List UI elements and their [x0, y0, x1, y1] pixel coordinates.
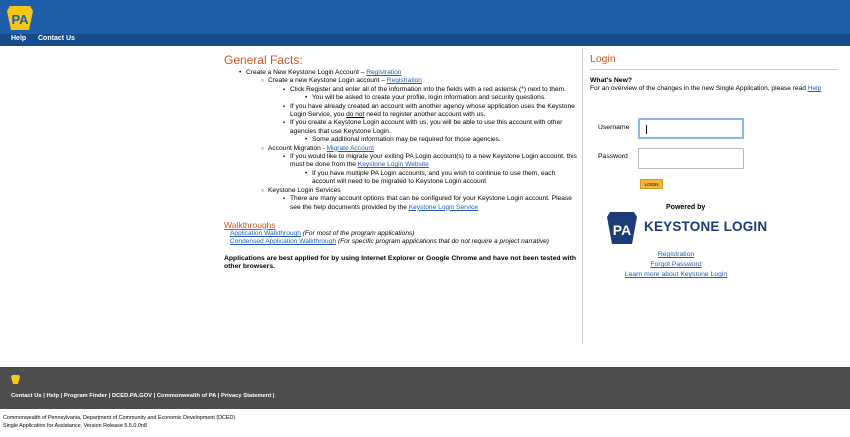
list-item: ▪ If you have already created an account with another agency whose application uses the Keystone Login Service, you do not need to register another account with us.: [290, 103, 580, 120]
list-item: ○ Account Migration - Migrate Account: [268, 145, 580, 153]
list-item: ▪ If you would like to migrate your exiting PA Login account(s) to a new Keystone Login account, this must be done from the Keystone Login Website: [290, 153, 580, 170]
divider: [590, 69, 838, 70]
registration-link[interactable]: Registration: [657, 251, 695, 258]
whats-new-heading: What's New?: [590, 77, 633, 84]
powered-by-text: Powered by: [666, 204, 706, 211]
list-item: • If you have multiple PA Login accounts, and you wish to continue to use them, each account will need to be migrated to Keystone Login account: [312, 170, 580, 187]
username-label: Username: [598, 124, 630, 131]
registration-link[interactable]: Registration: [386, 77, 422, 85]
browser-note: Applications are best applied for by using Internet Explorer or Google Chrome and have not been tested with other browsers.: [224, 254, 576, 271]
keystone-icon: [11, 375, 20, 384]
keystone-login-wordmark: KEYSTONE LOGIN: [644, 219, 768, 234]
login-button[interactable]: LOGIN: [640, 179, 663, 189]
list-item: • Some additional information may be required for those agencies.: [312, 136, 580, 144]
footer-link-help[interactable]: Help: [46, 393, 60, 399]
overview-text: For an overview of the changes in the new Single Application, please read Help: [590, 85, 822, 92]
site-footer: [0, 367, 850, 409]
application-walkthrough-link[interactable]: Application Walkthrough: [230, 229, 301, 237]
help-link[interactable]: Help: [807, 85, 822, 92]
password-label: Password: [598, 153, 628, 160]
list-item: ▪ Click Register and enter all of the information into the fields with a red asterisk (*) next to them.: [290, 86, 580, 94]
password-field[interactable]: [638, 148, 744, 169]
learn-more-link[interactable]: Learn more about Keystone Login: [624, 271, 728, 278]
footer-link-program-finder[interactable]: Program Finder: [63, 393, 108, 399]
list-item: • You will be asked to create your profile, login information and security questions.: [312, 94, 580, 102]
list-item: • Create a New Keystone Login Account – Registration: [246, 69, 580, 77]
nav-contact-us[interactable]: Contact Us: [38, 35, 75, 42]
registration-link[interactable]: Registration: [366, 69, 402, 76]
top-nav: [0, 34, 850, 46]
footer-info: Commonwealth of Pennsylvania, Department of Community and Economic Development (DCED) Single Application for Assistance, Version Release 5.5.0.0n8: [3, 415, 236, 429]
footer-link-dced[interactable]: DCED.PA.GOV: [111, 393, 153, 399]
list-item: ▪ If you create a Keystone Login account with us, you will be able to use this account with other agencies that use Keystone Login.: [290, 119, 580, 136]
text-caret: [646, 125, 647, 134]
keystone-service-link[interactable]: Keystone Login Service: [408, 203, 479, 211]
username-field[interactable]: [638, 118, 744, 139]
list-item: ▪ There are many account options that can be configured for your Keystone Login account. Please see the help documents provided by the Keystone Login Service: [290, 195, 580, 212]
forgot-password-link[interactable]: Forgot Password: [650, 261, 702, 268]
general-facts: [224, 53, 580, 272]
walkthroughs-heading[interactable]: Walkthroughs: [224, 219, 276, 230]
site-header: [0, 0, 850, 34]
keystone-logo-icon: [607, 212, 637, 244]
list-item: Application Walkthrough (For most of the program applications): [230, 229, 415, 237]
general-facts-heading: General Facts:: [224, 53, 303, 67]
login-links: [590, 250, 762, 280]
list-item: Condensed Application Walkthrough (For specific program applications that do not require a project narrative): [230, 238, 549, 246]
footer-link-privacy[interactable]: Privacy Statement: [220, 393, 272, 399]
condensed-walkthrough-link[interactable]: Condensed Application Walkthrough: [230, 238, 337, 246]
svg-text:PA: PA: [11, 12, 29, 27]
footer-links: Contact Us | Help | Program Finder | DCED.PA.GOV | Commonwealth of PA | Privacy Statement |: [11, 393, 275, 399]
keystone-website-link[interactable]: Keystone Login Website: [357, 161, 429, 169]
migrate-account-link[interactable]: Migrate Account: [326, 144, 374, 152]
list-item: ○ Keystone Login Services: [268, 187, 580, 195]
login-panel: [590, 53, 840, 278]
list-item: ○ Create a new Keystone Login account – Registration: [268, 77, 580, 85]
divider: [582, 48, 583, 344]
svg-text:PA: PA: [612, 222, 632, 238]
footer-link-commonwealth[interactable]: Commonwealth of PA: [156, 393, 217, 399]
nav-help[interactable]: Help: [11, 35, 27, 42]
pa-keystone-logo[interactable]: [6, 5, 34, 31]
footer-link-contact-us[interactable]: Contact Us: [11, 393, 42, 399]
login-heading: Login: [590, 53, 616, 65]
